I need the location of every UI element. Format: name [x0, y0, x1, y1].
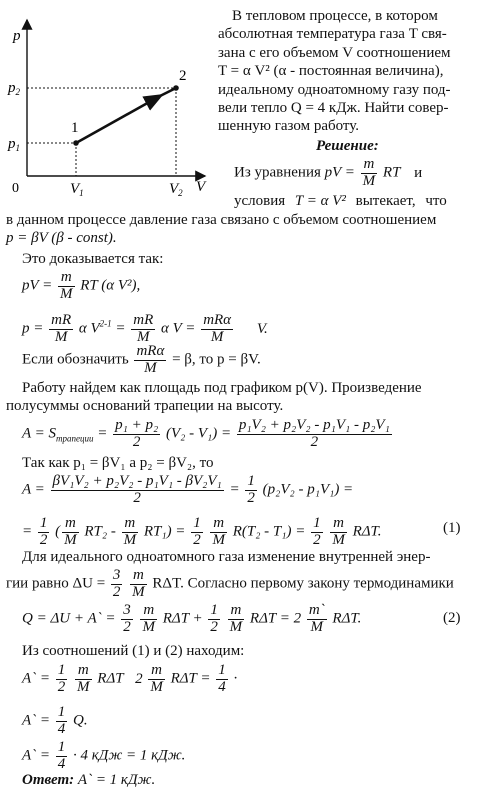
v2-label: $V_2$	[169, 181, 183, 198]
problem-line-3: зана с его объемом V соотношением	[218, 44, 451, 61]
from-equation-line: Из уравнения pV = $\frac{m}{M}$ RT и	[234, 156, 423, 189]
problem-line-2: абсолютная температура газа T свя-	[218, 26, 447, 43]
p-axis-label: p	[13, 28, 21, 44]
conditions-line: условия T = α V² вытекает, что	[234, 193, 447, 209]
denote-line: Если обозначить $\frac{\text{mRα}}{M}$ = β, то p = βV.	[22, 343, 261, 376]
answer-label: Ответ:	[22, 772, 75, 788]
eq-Aprime-1: A` = $\frac{1}{2}$ $\frac{m}{M}$ RΔT 2 $\frac{m}{M}$ RΔT = $\frac{1}{4}$ ·	[22, 662, 238, 695]
problem-line-1: В тепловом процессе, в котором	[232, 8, 438, 24]
process-line	[76, 96, 160, 143]
eq-Aprime-2: A` = $\frac{1}{4}$ Q.	[22, 704, 88, 737]
problem-line-7: шенную газом работу.	[218, 118, 360, 135]
point-2-dot	[173, 85, 179, 91]
p1-label: $p_1$	[8, 136, 20, 153]
solution-label: Решение:	[316, 138, 379, 154]
proved-line: Это доказывается так:	[22, 251, 164, 267]
eq-pv: pV = $\frac{m}{M}$ RT (α V²),	[22, 269, 141, 302]
v1-label: $V_1$	[70, 181, 84, 198]
derive-line-3: в данном процессе давление газа связано с объемом соотношением	[6, 212, 437, 228]
eq-Q: Q = ΔU + A` = $\frac{3}{2}$ $\frac{m}{M}$ RΔT + $\frac{1}{2}$ $\frac{m}{M}$ RΔT = 2 $\frac{m`}{M}$ RΔT.	[22, 602, 362, 635]
from-relations-line: Из соотношений (1) и (2) находим:	[22, 643, 245, 659]
point-1-dot	[73, 140, 79, 146]
eq-label-2: (2)	[443, 610, 461, 626]
since-line: Так как p₁ = βV₁ a p₂ = βV₂, то	[22, 455, 214, 471]
origin-label: 0	[12, 181, 19, 196]
eq-Aprime-3: A` = $\frac{1}{4}$ · 4 кДж = 1 кДж.	[22, 739, 186, 772]
eq-work-final: = $\frac{1}{2}$ ( $\frac{m}{M}$ RT₂ - $\frac{m}{M}$ RT₁) = $\frac{1}{2}$ $\frac{m}{M}$ R(T₂ - T₁) = $\frac{1}{2}$ $\frac{m}{M}$ RΔT.	[22, 515, 382, 548]
p2-label: $p_2$	[8, 80, 20, 97]
problem-line-6: вели тепло Q = 4 кДж. Найти совер-	[218, 100, 449, 117]
answer-value: A` = 1 кДж.	[77, 772, 156, 788]
point-1-label: 1	[71, 120, 79, 136]
answer-line	[22, 772, 155, 789]
problem-line-4: T = α V² (α - постоянная величина),	[218, 63, 444, 80]
problem-statement	[218, 7, 451, 136]
eq-area: $A = S_{трапеции}$ = $\frac{\text{p₁ + p₂}}{2}$ (V₂ - V₁) = $\frac{\text{p₁V₂ + p₂V₂ - p₁V₁ - p₂V₁}}{2}$	[22, 417, 390, 450]
point-2-label: 2	[179, 68, 187, 84]
internal-line-1: Для идеального одноатомного газа изменение внутренней энер-	[22, 549, 431, 565]
pv-diagram-svg	[0, 0, 215, 200]
derive-line-4: p = βV (β - const).	[6, 230, 117, 246]
work-line-2: полусуммы оснований трапеции на высоту.	[6, 398, 284, 414]
eq-p: p = $\frac{mR}{M}$ α $V^{2-1}$ = $\frac{mR}{M}$ α V = $\frac{\text{mRα}}{M}$ V.	[22, 312, 268, 345]
work-line-1: Работу найдем как площадь под графиком p(V). Произведение	[22, 380, 422, 396]
eq-A-beta: A = $\frac{\text{βV₁V₂ + p₂V₂ - p₁V₁ - βV₂V₁}}{2}$ = $\frac{1}{2}$ (p₂V₂ - p₁V₁) =	[22, 473, 354, 506]
v-axis-label: V	[196, 179, 206, 195]
problem-line-5: идеальному одноатомному газу под-	[218, 81, 451, 98]
eq-label-1: (1)	[443, 520, 461, 536]
internal-line-2: гии равно ΔU = $\frac{3}{2}$ $\frac{m}{M}$ RΔT. Согласно первому закону термодинамики	[6, 567, 454, 600]
